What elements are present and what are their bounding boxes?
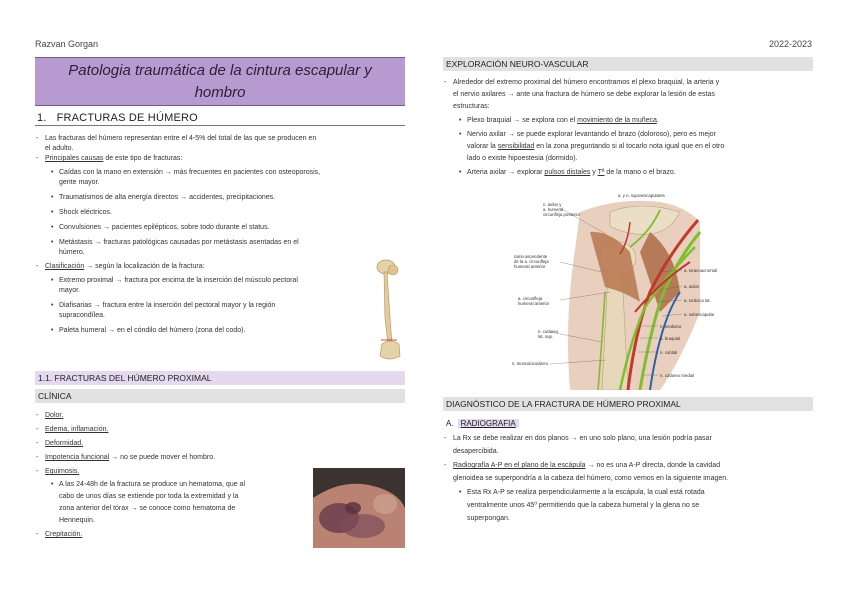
- list-subitem: • Metástasis → fracturas patológicas causadas por metástasis asentadas en el: [35, 238, 407, 248]
- label-humeral-anterior-1: humeral anterior: [514, 264, 546, 269]
- list-item: - Impotencia funcional → no se puede mover el hombro.: [35, 453, 305, 463]
- list-subitem: • Nervio axilar → se puede explorar levantando el brazo (doloroso), pero es mejor: [443, 130, 815, 140]
- list-item: - Las fracturas del húmero representan entre el 4-5% del total de las que se producen en: [35, 134, 407, 144]
- label-lat-sup: lat. sup.: [538, 334, 554, 339]
- subheading-title: RADIOGRAFIA: [458, 419, 519, 428]
- section-1-1-bar: 1.1. FRACTURAS DEL HÚMERO PROXIMAL: [35, 371, 405, 385]
- list-item: - Crepitación.: [35, 530, 305, 540]
- label-supraescapulares: a. y n. supraescapulares: [618, 193, 665, 198]
- list-item: - La Rx se debe realizar en dos planos → en uno solo plano, una lesión podría pasar: [443, 434, 815, 444]
- list-subitem-continuation: Hennequin.: [59, 517, 95, 524]
- list-subitem: • Caídas con la mano en extensión → más frecuentes en pacientes con osteoporosis,: [35, 168, 407, 178]
- list-item-continuation: el adulto.: [45, 145, 74, 152]
- label-axilar: n. axilar y: [543, 202, 562, 207]
- label-braquial: a. braquial: [660, 336, 681, 341]
- exploracion-list: [443, 78, 815, 178]
- label-musculocutaneo: n. musculocutáneo: [512, 361, 549, 366]
- list-subitem-continuation: húmero.: [59, 249, 85, 256]
- author-name: Razvan Gorgan: [35, 39, 99, 49]
- title-line-2: hombro: [194, 84, 246, 101]
- label-cubital: n. cubital: [660, 350, 678, 355]
- list-item: - Radiografía A-P en el plano de la escápula → no es una A-P directa, donde la cavidad: [443, 461, 815, 471]
- list-subitem: • Arteria axilar → explorar pulsos distales y Tª de la mano o el brazo.: [443, 168, 815, 178]
- list-subitem-continuation: mayor.: [59, 287, 81, 294]
- clinica-bar: CLÍNICA: [35, 389, 405, 403]
- list-subitem-continuation: zona anterior del tórax → se conoce como hematoma de: [59, 505, 236, 512]
- list-subitem-continuation: cabo de unos días se extiende por toda la extremidad y la: [59, 493, 239, 500]
- label-humeral-anterior-2: humeral anterior: [518, 301, 550, 306]
- title-line-1: Patologia traumática de la cintura escapular y: [68, 62, 372, 79]
- list-subitem: • Esta Rx A-P se realiza perpendicularmente a la escápula, la cual está rotada: [443, 488, 815, 498]
- list-subitem: • Diafisarias → fractura entre la inserción del pectoral mayor y la región: [35, 301, 407, 311]
- list-item: - Equimosis.: [35, 467, 305, 477]
- subheading-letter: A.: [446, 419, 454, 428]
- brachial-plexus-figure: [510, 192, 742, 390]
- document-title: [35, 57, 405, 106]
- label-humeral: a. humeral: [543, 207, 564, 212]
- list-item-continuation: el nervio axilares → ante una fractura de húmero se debe explorar la lesión de estas: [453, 91, 715, 98]
- list-subitem-continuation: lado o existe hipoestesia (dormido).: [467, 155, 578, 162]
- label-mediano: n. mediano: [660, 324, 682, 329]
- list-subitem: • Shock eléctricos.: [35, 208, 407, 218]
- list-item: - Deformidad.: [35, 439, 305, 449]
- heading-divider: [35, 125, 405, 126]
- list-subitem: • Plexo braquial → se explora con el movimiento de la muñeca.: [443, 116, 815, 126]
- list-subitem-continuation: supracondílea.: [59, 312, 105, 319]
- list-item-continuation: glenoidea se superpondría a la cabeza del húmero, como vemos en la siguiente imagen.: [453, 475, 729, 482]
- diagnostico-list: [443, 434, 815, 524]
- list-subitem-continuation: gente mayor.: [59, 179, 100, 186]
- list-subitem: • A las 24-48h de la fractura se produce un hematoma, que al: [35, 480, 305, 490]
- list-subitem: • Convulsiones → pacientes epilépticos, sobre todo durante el status.: [35, 223, 407, 233]
- list-item: - Principales causas de este tipo de fracturas:: [35, 154, 407, 164]
- list-item: - Dolor.: [35, 411, 305, 421]
- label-subescapular: a. subescapular: [684, 312, 715, 317]
- list-item-continuation: estructuras:: [453, 103, 490, 110]
- label-cutaneo-medial: n. cutáneo medial: [660, 373, 694, 378]
- label-circunfleja-posterior: circunfleja posterior: [543, 212, 581, 217]
- list-subitem-continuation: valorar la sensibilidad en la zona preguntando si al tocarlo nota igual que en el otro: [467, 143, 725, 150]
- list-item: - Clasificación → según la localización de la fractura:: [35, 262, 407, 272]
- radiografia-subheading: [446, 419, 519, 428]
- list-subitem: • Paleta humeral → en el cóndilo del húmero (zona del codo).: [35, 326, 407, 336]
- clinica-list: [35, 411, 305, 540]
- list-item-continuation: desapercibida.: [453, 448, 499, 455]
- list-item: - Edema, inflamación.: [35, 425, 305, 435]
- academic-year: 2022-2023: [768, 39, 812, 49]
- fracturas-list: [35, 134, 407, 336]
- section-title: FRACTURAS DE HÚMERO: [56, 112, 198, 124]
- exploracion-bar: EXPLORACIÓN NEURO-VASCULAR: [443, 57, 813, 71]
- label-toracica-lat: a. torácica lat.: [684, 298, 711, 303]
- list-subitem-continuation: ventralmente unos 45º permitiendo que la cabeza humeral y la glena no se: [467, 502, 700, 509]
- section-heading-fracturas: [37, 112, 198, 124]
- label-rama-ascendente: rama ascendente: [514, 254, 548, 259]
- list-subitem-continuation: superpongan.: [467, 515, 510, 522]
- diagnostico-bar: DIAGNÓSTICO DE LA FRACTURA DE HÚMERO PROXIMAL: [443, 397, 813, 411]
- label-a-axilar: a. axilar: [684, 284, 700, 289]
- label-circunfleja-1: de la a. circunfleja: [514, 259, 549, 264]
- list-item: - Alrededor del extremo proximal del húmero encontramos el plexo braquial, la arteria y: [443, 78, 815, 88]
- list-subitem: • Traumatismos de alta energía directos → accidentes, precipitaciones.: [35, 193, 407, 203]
- label-circunfleja-2: a. circunfleja: [518, 296, 543, 301]
- label-cutaneo: n. cutáneo: [538, 329, 559, 334]
- hematoma-photo: [313, 468, 405, 548]
- label-toracoacromial: a. toracoacromial: [684, 268, 717, 273]
- section-number: 1.: [37, 112, 47, 124]
- humerus-bone-image: [373, 258, 405, 364]
- list-subitem: • Extremo proximal → fractura por encima de la inserción del músculo pectoral: [35, 276, 407, 286]
